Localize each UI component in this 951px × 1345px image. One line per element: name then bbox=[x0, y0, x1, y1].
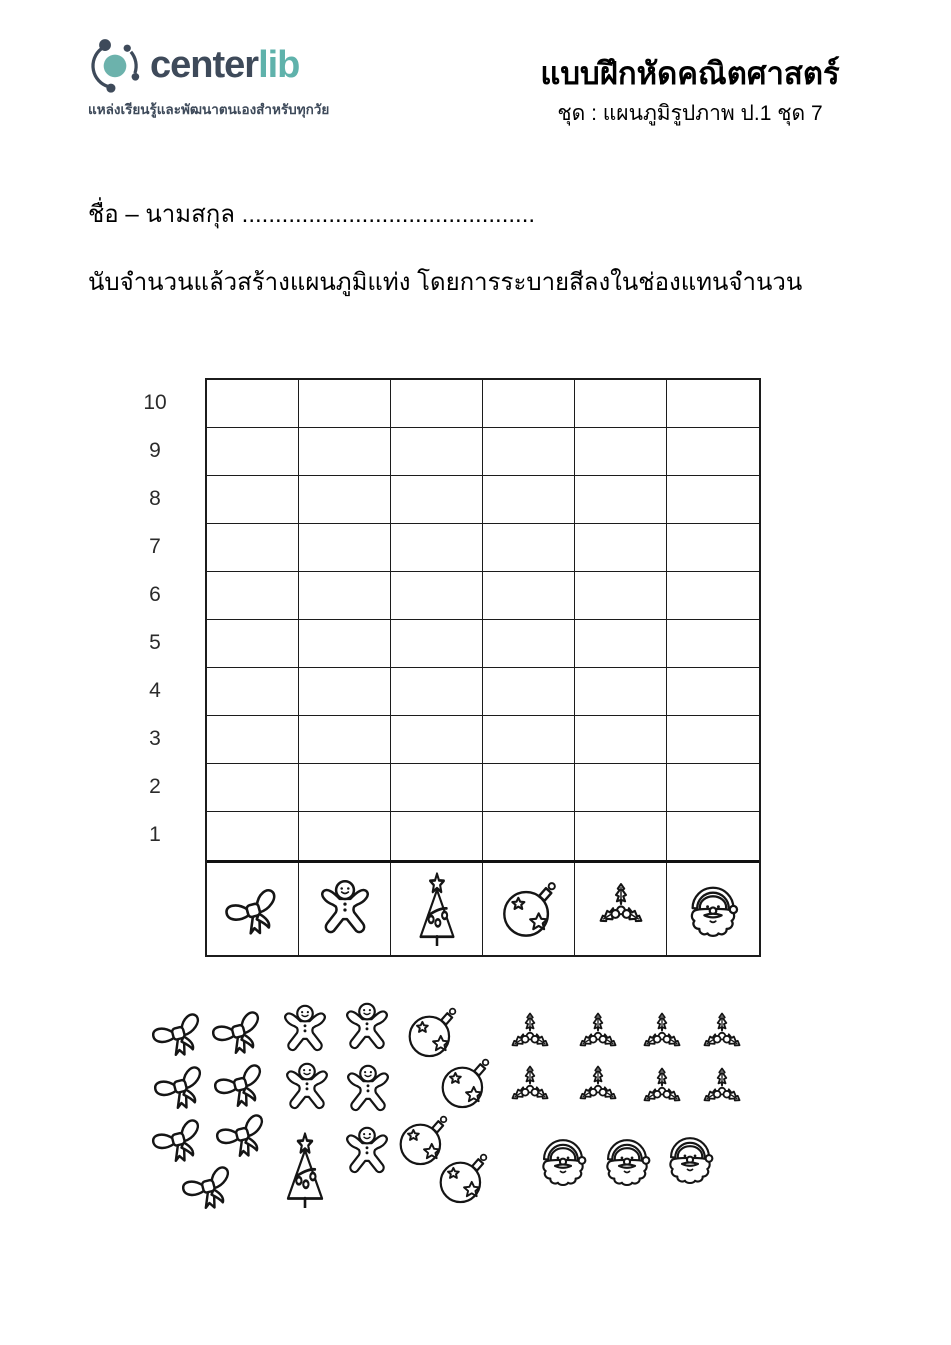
instruction-text: นับจำนวนแล้วสร้างแผนภูมิแท่ง โดยการระบายสีลงในช่องแทนจำนวน bbox=[88, 269, 803, 296]
ball-icon bbox=[437, 1055, 493, 1111]
ball-icon bbox=[498, 878, 560, 940]
holly-icon bbox=[505, 1010, 555, 1060]
chart-cell-r5-c5[interactable] bbox=[575, 620, 667, 668]
chart-cell-r5-c4[interactable] bbox=[483, 620, 575, 668]
chart-cell-r10-c6[interactable] bbox=[667, 380, 759, 428]
y-tick-1: 1 bbox=[149, 823, 161, 846]
name-label: ชื่อ – นามสกุล bbox=[88, 201, 235, 228]
legend-cell-holly bbox=[575, 863, 667, 955]
brand-wordmark bbox=[150, 46, 299, 84]
chart-cell-r9-c3[interactable] bbox=[391, 428, 483, 476]
holly-icon bbox=[637, 1065, 687, 1115]
bow-icon bbox=[148, 1002, 208, 1062]
header-title-block bbox=[470, 56, 910, 130]
tree-icon bbox=[277, 1132, 333, 1208]
chart-cell-r9-c4[interactable] bbox=[483, 428, 575, 476]
chart-cell-r5-c6[interactable] bbox=[667, 620, 759, 668]
chart-cell-r4-c4[interactable] bbox=[483, 668, 575, 716]
y-tick-5: 5 bbox=[149, 631, 161, 654]
bow-icon bbox=[208, 1000, 268, 1060]
chart-cell-r8-c3[interactable] bbox=[391, 476, 483, 524]
chart-cell-r2-c5[interactable] bbox=[575, 764, 667, 812]
chart-cell-r10-c4[interactable] bbox=[483, 380, 575, 428]
chart-cell-r8-c1[interactable] bbox=[207, 476, 299, 524]
bow-icon bbox=[221, 877, 285, 941]
page-title: แบบฝึกหัดคณิตศาสตร์ bbox=[540, 56, 840, 91]
santa-icon bbox=[600, 1133, 654, 1187]
gingerbread-icon bbox=[314, 878, 376, 940]
chart-cell-r8-c2[interactable] bbox=[299, 476, 391, 524]
chart-cell-r2-c3[interactable] bbox=[391, 764, 483, 812]
chart-cell-r7-c2[interactable] bbox=[299, 524, 391, 572]
centerlib-logo-icon bbox=[86, 36, 144, 94]
chart-cell-r6-c2[interactable] bbox=[299, 572, 391, 620]
chart-cell-r7-c6[interactable] bbox=[667, 524, 759, 572]
chart-cell-r2-c4[interactable] bbox=[483, 764, 575, 812]
chart-cell-r10-c3[interactable] bbox=[391, 380, 483, 428]
chart-cell-r3-c4[interactable] bbox=[483, 716, 575, 764]
chart-cell-r5-c3[interactable] bbox=[391, 620, 483, 668]
legend-cell-tree bbox=[391, 863, 483, 955]
chart-cell-r3-c2[interactable] bbox=[299, 716, 391, 764]
chart-cell-r6-c3[interactable] bbox=[391, 572, 483, 620]
chart-cell-r10-c1[interactable] bbox=[207, 380, 299, 428]
gingerbread-icon bbox=[280, 1061, 334, 1115]
holly-icon bbox=[637, 1010, 687, 1060]
brand-primary-text: center bbox=[150, 44, 259, 86]
gingerbread-icon bbox=[341, 1063, 395, 1117]
chart-cell-r10-c2[interactable] bbox=[299, 380, 391, 428]
chart-cell-r1-c4[interactable] bbox=[483, 812, 575, 860]
y-tick-4: 4 bbox=[149, 679, 161, 702]
santa-icon bbox=[536, 1133, 590, 1187]
logo bbox=[86, 36, 329, 120]
ball-icon bbox=[395, 1112, 451, 1168]
chart-cell-r4-c1[interactable] bbox=[207, 668, 299, 716]
chart-cell-r7-c1[interactable] bbox=[207, 524, 299, 572]
name-fill-dots: ............................................ bbox=[241, 201, 536, 228]
bow-icon bbox=[212, 1103, 272, 1163]
legend-cell-gingerbread bbox=[299, 863, 391, 955]
chart-cell-r7-c3[interactable] bbox=[391, 524, 483, 572]
holly-icon bbox=[573, 1010, 623, 1060]
holly-icon bbox=[697, 1065, 747, 1115]
chart-cell-r3-c5[interactable] bbox=[575, 716, 667, 764]
y-tick-6: 6 bbox=[149, 583, 161, 606]
name-line bbox=[88, 194, 535, 233]
chart-cell-r1-c1[interactable] bbox=[207, 812, 299, 860]
chart-grid bbox=[207, 380, 759, 860]
legend-cell-santa bbox=[667, 863, 759, 955]
y-tick-2: 2 bbox=[149, 775, 161, 798]
chart-cell-r1-c5[interactable] bbox=[575, 812, 667, 860]
chart-cell-r9-c6[interactable] bbox=[667, 428, 759, 476]
chart-cell-r8-c5[interactable] bbox=[575, 476, 667, 524]
y-tick-10: 10 bbox=[143, 391, 167, 414]
holly-icon bbox=[592, 880, 650, 938]
chart-legend-row bbox=[207, 860, 759, 955]
chart-cell-r4-c6[interactable] bbox=[667, 668, 759, 716]
legend-cell-bow bbox=[207, 863, 299, 955]
chart-cell-r6-c5[interactable] bbox=[575, 572, 667, 620]
legend-cell-ball bbox=[483, 863, 575, 955]
y-tick-3: 3 bbox=[149, 727, 161, 750]
chart-cell-r4-c3[interactable] bbox=[391, 668, 483, 716]
y-tick-9: 9 bbox=[149, 439, 161, 462]
chart-cell-r3-c6[interactable] bbox=[667, 716, 759, 764]
chart-cell-r7-c4[interactable] bbox=[483, 524, 575, 572]
chart-cell-r2-c6[interactable] bbox=[667, 764, 759, 812]
chart-cell-r4-c2[interactable] bbox=[299, 668, 391, 716]
chart-cell-r7-c5[interactable] bbox=[575, 524, 667, 572]
chart-cell-r8-c6[interactable] bbox=[667, 476, 759, 524]
bow-icon bbox=[178, 1155, 238, 1215]
chart-cell-r1-c6[interactable] bbox=[667, 812, 759, 860]
ball-icon bbox=[435, 1150, 491, 1206]
chart-cell-r9-c2[interactable] bbox=[299, 428, 391, 476]
logo-tagline: แหล่งเรียนรู้และพัฒนาตนเองสำหรับทุกวัย bbox=[88, 102, 330, 117]
bow-icon bbox=[210, 1053, 270, 1113]
chart-cell-r5-c2[interactable] bbox=[299, 620, 391, 668]
pictograph-chart bbox=[205, 378, 761, 957]
chart-cell-r6-c1[interactable] bbox=[207, 572, 299, 620]
chart-cell-r10-c5[interactable] bbox=[575, 380, 667, 428]
bow-icon bbox=[148, 1108, 208, 1168]
chart-cell-r9-c1[interactable] bbox=[207, 428, 299, 476]
holly-icon bbox=[505, 1063, 555, 1113]
santa-icon bbox=[663, 1131, 717, 1185]
santa-icon bbox=[684, 880, 742, 938]
gingerbread-icon bbox=[340, 1001, 394, 1055]
tree-icon bbox=[410, 872, 464, 946]
gingerbread-icon bbox=[278, 1003, 332, 1057]
chart-cell-r3-c1[interactable] bbox=[207, 716, 299, 764]
chart-cell-r4-c5[interactable] bbox=[575, 668, 667, 716]
brand-accent-text: lib bbox=[258, 44, 300, 86]
ball-icon bbox=[404, 1004, 460, 1060]
chart-cell-r5-c1[interactable] bbox=[207, 620, 299, 668]
y-tick-8: 8 bbox=[149, 487, 161, 510]
chart-cell-r9-c5[interactable] bbox=[575, 428, 667, 476]
chart-y-axis bbox=[130, 379, 180, 859]
chart-cell-r6-c6[interactable] bbox=[667, 572, 759, 620]
chart-cell-r1-c2[interactable] bbox=[299, 812, 391, 860]
page-subtitle: ชุด : แผนภูมิรูปภาพ ป.1 ชุด 7 bbox=[557, 101, 823, 125]
chart-cell-r8-c4[interactable] bbox=[483, 476, 575, 524]
chart-cell-r2-c2[interactable] bbox=[299, 764, 391, 812]
gingerbread-icon bbox=[340, 1125, 394, 1179]
chart-cell-r2-c1[interactable] bbox=[207, 764, 299, 812]
y-tick-7: 7 bbox=[149, 535, 161, 558]
holly-icon bbox=[697, 1010, 747, 1060]
holly-icon bbox=[573, 1063, 623, 1113]
bow-icon bbox=[150, 1055, 210, 1115]
chart-cell-r3-c3[interactable] bbox=[391, 716, 483, 764]
chart-cell-r6-c4[interactable] bbox=[483, 572, 575, 620]
chart-cell-r1-c3[interactable] bbox=[391, 812, 483, 860]
